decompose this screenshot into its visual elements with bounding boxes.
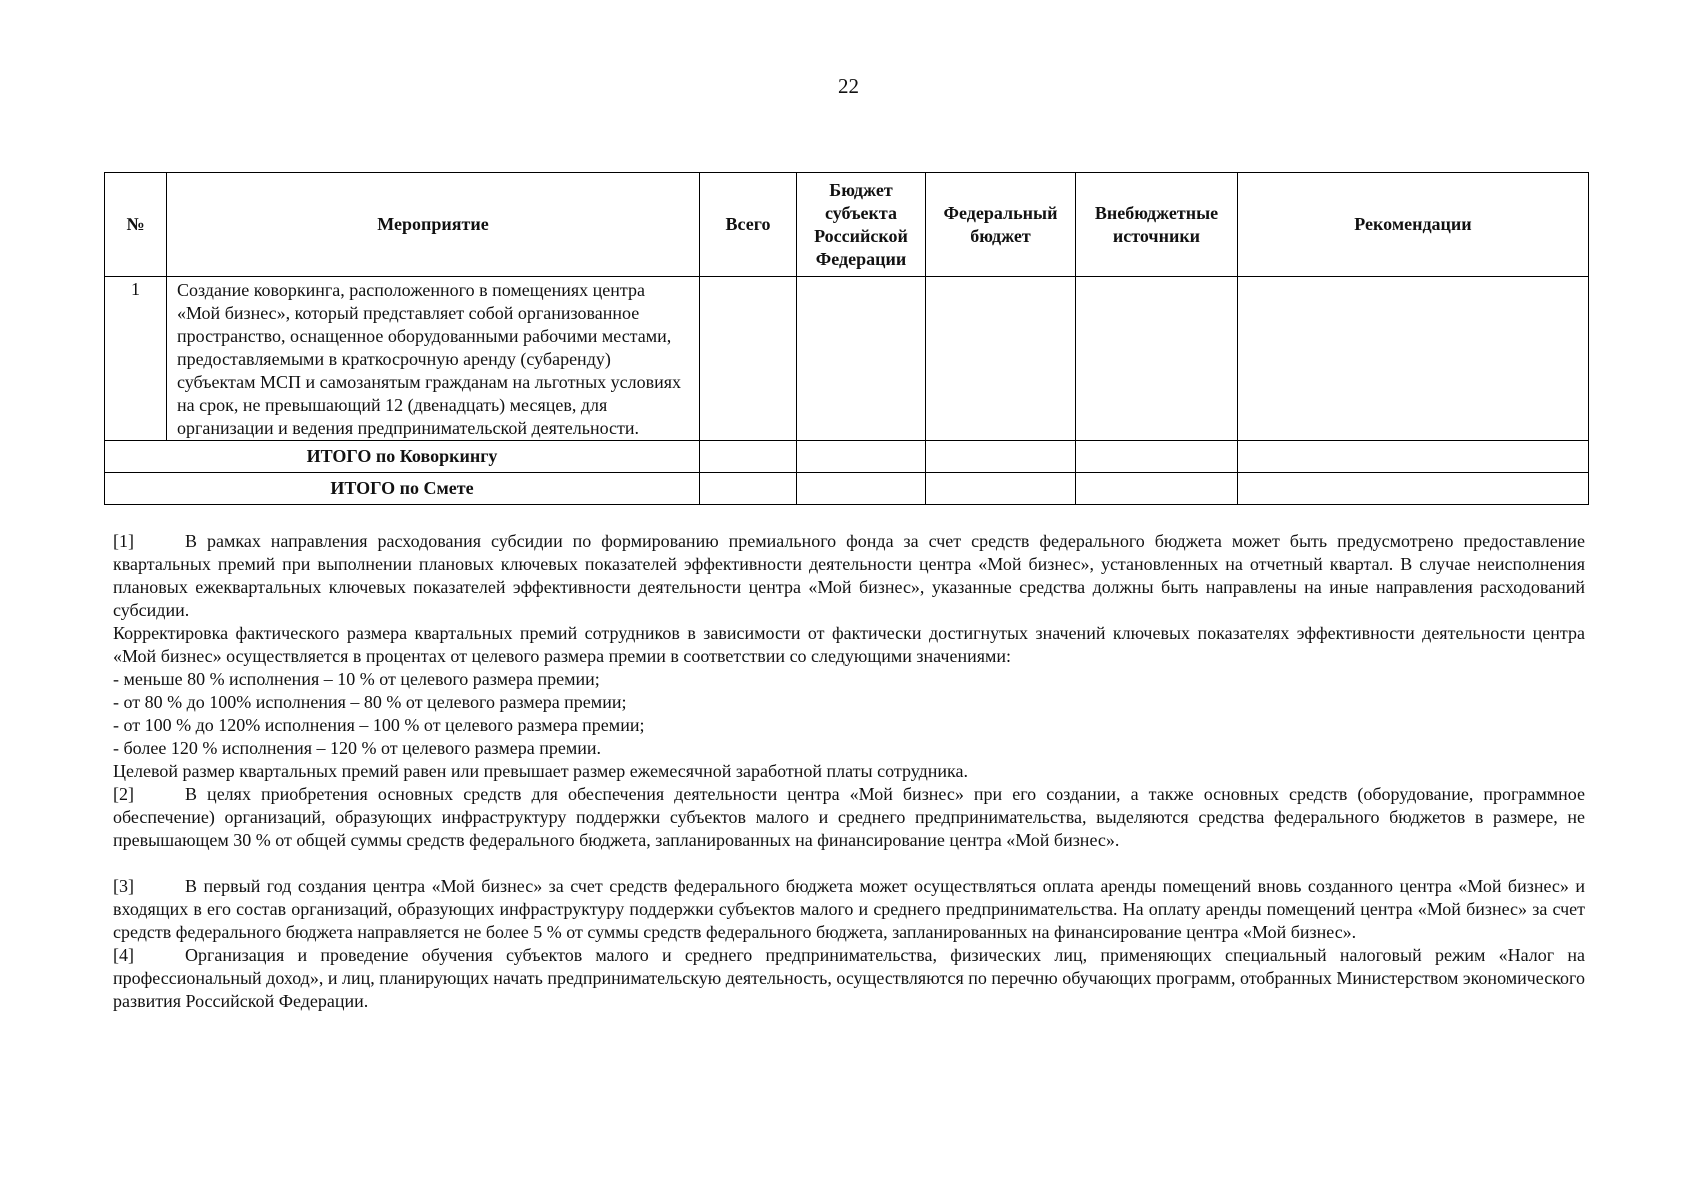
footnote-text: Организация и проведение обучения субъектов малого и среднего предпринимательства, физических лиц, применяющих специальный налоговый режим «Налог на профессиональный доход», и лиц, планирующих начать предпринимательскую деятельность, осуществляются по перечню обучающих программ, отобранных Министерством экономического развития Российской Федерации. (113, 945, 1585, 1011)
footnote-mark: [3] (113, 876, 134, 896)
header-federal-budget: Федеральный бюджет (926, 173, 1076, 277)
list-item: - от 100 % до 120% исполнения – 100 % от целевого размера премии; (113, 715, 645, 735)
footnote-text: В целях приобретения основных средств для обеспечения деятельности центра «Мой бизнес» при его создании, а также основных средств (оборудование, программное обеспечение) организаций, образующих инфраструктуру поддержки субъектов малого и среднего предпринимательства, выделяются средства федерального бюджетов в размере, не превышающем 30 % от общей суммы средств федерального бюджета, запланированных на финансирование центра «Мой бизнес». (113, 784, 1585, 850)
list-item: - более 120 % исполнения – 120 % от целевого размера премии. (113, 738, 602, 758)
footnote-mark: [4] (113, 945, 134, 965)
footnote-text: В рамках направления расходования субсидии по формированию премиального фонда за счет средств федерального бюджета может быть предусмотрено предоставление квартальных премий при выполнении плановых ключевых показателей эффективности деятельности центра «Мой бизнес», установленных на отчетный квартал. В случае неисполнения плановых ежеквартальных ключевых показателей эффективности деятельности центра «Мой бизнес», указанные средства должны быть направлены на иные направления расходований субсидии. (113, 531, 1585, 620)
footnote-3 (113, 875, 1585, 944)
table-row (105, 277, 1589, 441)
total-coworking-row (105, 441, 1589, 473)
footnote-1-closing: Целевой размер квартальных премий равен или превышает размер ежемесячной заработной платы сотрудника. (113, 761, 968, 781)
row-activity: Создание коворкинга, расположенного в помещениях центра «Мой бизнес», который представляет собой организованное пространство, оснащенное оборудованными рабочими местами, предоставляемыми в краткосрочную аренду (субаренду) субъектам МСП и самозанятым гражданам на льготных условиях на срок, не превышающий 12 (двенадцать) месяцев, для организации и ведения предпринимательской деятельности. (167, 277, 700, 441)
header-recommendations: Рекомендации (1238, 173, 1589, 277)
footnote-1 (113, 530, 1585, 622)
footnote-mark: [2] (113, 784, 134, 804)
row-regional-budget-cell (797, 277, 926, 441)
row-extra-budget-cell (1076, 277, 1238, 441)
header-activity: Мероприятие (167, 173, 700, 277)
footnote-2 (113, 783, 1585, 852)
estimate-table (104, 172, 1589, 505)
row-federal-budget-cell (926, 277, 1076, 441)
row-total-cell (700, 277, 797, 441)
footnotes (113, 530, 1585, 1013)
page-number: 22 (838, 74, 859, 98)
footnote-mark: [1] (113, 531, 134, 551)
total-estimate-row (105, 473, 1589, 505)
total-coworking-label: ИТОГО по Коворкингу (105, 441, 700, 473)
total-estimate-label: ИТОГО по Смете (105, 473, 700, 505)
row-recommendations-cell (1238, 277, 1589, 441)
list-item: - от 80 % до 100% исполнения – 80 % от целевого размера премии; (113, 692, 627, 712)
footnote-text: В первый год создания центра «Мой бизнес» за счет средств федерального бюджета может осуществляться оплата аренды помещений вновь созданного центра «Мой бизнес» и входящих в его состав организаций, образующих инфраструктуру поддержки субъектов малого и среднего предпринимательства. На оплату аренды помещений центра «Мой бизнес» за счет средств федерального бюджета направляется не более 5 % от суммы средств федерального бюджета, запланированных на финансирование центра «Мой бизнес». (113, 876, 1585, 942)
header-num: № (105, 173, 167, 277)
header-extra-budget: Внебюджетные источники (1076, 173, 1238, 277)
table-header-row (105, 173, 1589, 277)
list-item: - меньше 80 % исполнения – 10 % от целевого размера премии; (113, 669, 600, 689)
header-regional-budget: Бюджет субъекта Российской Федерации (797, 173, 926, 277)
row-number: 1 (105, 277, 167, 441)
footnote-1-correction: Корректировка фактического размера квартальных премий сотрудников в зависимости от фактически достигнутых значений ключевых показателях эффективности деятельности центра «Мой бизнес» осуществляется в процентах от целевого размера премии в соответствии со следующими значениями: (113, 623, 1585, 666)
header-total: Всего (700, 173, 797, 277)
footnote-4 (113, 944, 1585, 1013)
